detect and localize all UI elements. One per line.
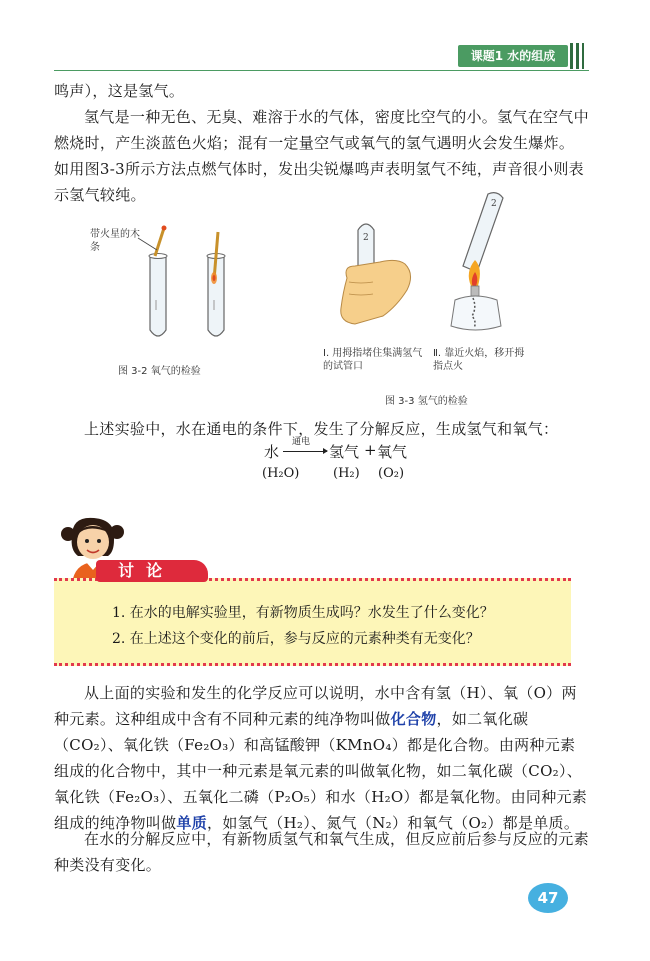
alcohol-lamp [451, 260, 501, 330]
discussion-title: 讨论 [96, 560, 208, 582]
equation-arrow [283, 451, 327, 452]
svg-text:2: 2 [363, 233, 369, 243]
hand [341, 260, 411, 324]
formula-hydrogen: (H₂) [333, 466, 360, 481]
equation-reactant: 水 [264, 443, 280, 461]
formula-oxygen: (O₂) [378, 466, 405, 481]
paragraph-body [54, 680, 589, 836]
page-number: 47 [528, 883, 568, 913]
formula-water: (H₂O) [262, 466, 300, 481]
arrow-head-icon [323, 448, 328, 454]
equation-product-2: 氧气 [377, 443, 408, 461]
header-divider [54, 70, 589, 71]
step-1-caption: Ⅰ. 用拇指堵住集满氢气的试管口 [323, 348, 423, 372]
equation-plus: + [364, 441, 377, 459]
term-compound: 化合物 [390, 710, 437, 728]
equation-product-1: 氢气 [329, 443, 360, 461]
figure-3-3-illustration [325, 188, 535, 348]
discussion-question-2: 2. 在上述这个变化的前后，参与反应的元素种类有无变化？ [112, 631, 480, 647]
discussion-box [54, 578, 571, 666]
figure-3-2-caption: 图 3-2 氧气的检验 [118, 366, 201, 377]
body-text-1: 从上面的实验和发生的化学反应可以说明，水中含有氢（H）、氧（O）两种元素。这种组成中含有不同种元素的纯净物叫做 [54, 684, 577, 728]
chapter-header: 课题1 水的组成 [458, 45, 568, 67]
paragraph-2: 氢气是一种无色、无臭、难溶于水的气体，密度比空气的小。氢气在空气中燃烧时，产生淡蓝色火焰；混有一定量空气或氧气的氢气遇明火会发生爆炸。如用图3-3所示方法点燃气体时，发出尖锐爆鸣声表明氢气不纯，声音很小则表示氢气较纯。 [54, 108, 589, 204]
glowing-splint-1 [155, 226, 167, 257]
paragraph-last: 在水的分解反应中，有新物质氢气和氧气生成，但反应前后参与反应的元素种类没有变化。 [54, 830, 589, 874]
test-tube-inverted [463, 193, 503, 272]
paragraph-1: 鸣声），这是氢气。 [54, 82, 185, 100]
body-text-2: ，如二氧化碳（CO₂）、氧化铁（Fe₂O₃）和高锰酸钾（KMnO₄）都是化合物。由两种元素组成的化合物中，其中一种元素是氧元素的叫做氧化物，如二氧化碳（CO₂）、氧化铁（Fe₂O₃）、五氧化二磷（P₂O₅）和水（H₂O）都是氧化物。由同种元素组成的纯净物叫做 [54, 710, 588, 832]
paragraph-3: 上述实验中，水在通电的条件下，发生了分解反应，生成氢气和氧气： [84, 420, 559, 438]
equation-condition: 通电 [292, 437, 311, 447]
body-text-3: ，如氢气（H₂）、氮气（N₂）和氧气（O₂）都是单质。 [207, 814, 580, 832]
figure-3-3-caption: 图 3-3 氢气的检验 [385, 396, 468, 407]
test-tube-1 [149, 254, 167, 337]
svg-text:2: 2 [491, 199, 497, 209]
discussion-question-1: 1. 在水的电解实验里，有新物质生成吗？水发生了什么变化？ [112, 605, 494, 621]
term-element: 单质 [176, 814, 208, 832]
header-decoration [568, 43, 592, 69]
splint-label: 带火星的木条 [90, 229, 140, 253]
step-2-caption: Ⅱ. 靠近火焰，移开拇指点火 [433, 348, 525, 372]
